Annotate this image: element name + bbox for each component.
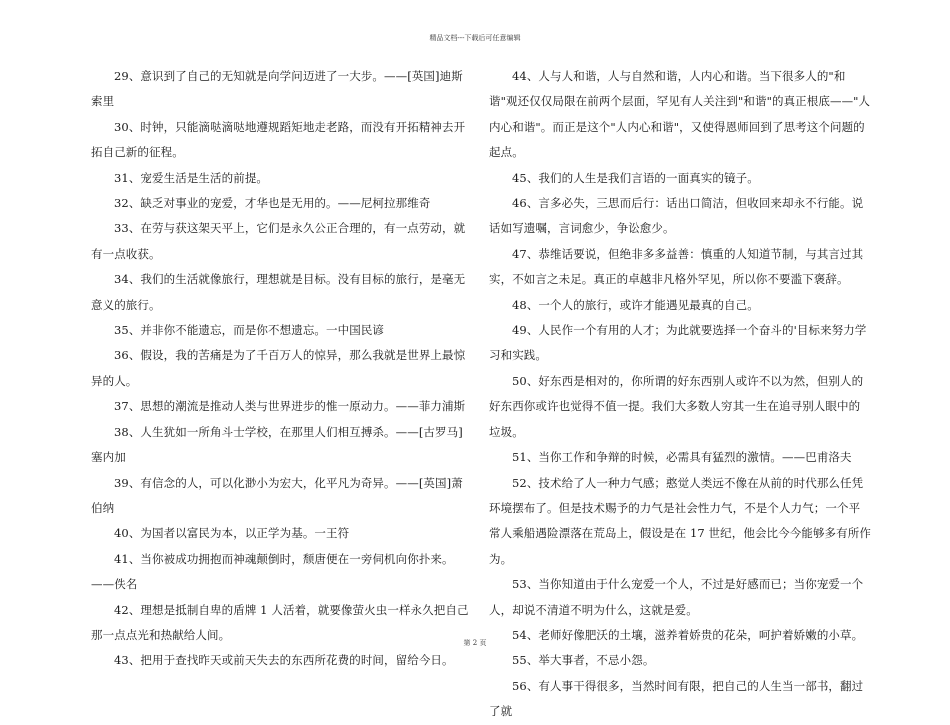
quote-paragraph: 43、把用于查找昨天或前天失去的东西所花费的时间，留给今日。 — [114, 653, 454, 668]
quote-paragraph: 45、我们的人生是我们言语的一面真实的镜子。 — [512, 170, 759, 185]
quote-paragraph: 46、言多必失，三思而后行：话出口简洁，但收回来却永不行能。说话如写遗嘱，言词愈少，争讼愈少。 — [489, 196, 864, 236]
quote-paragraph: 37、思想的潮流是推动人类与世界进步的惟一原动力。——菲力浦斯 — [114, 399, 466, 414]
quote-paragraph: 44、人与人和谐，人与自然和谐，人内心和谐。当下很多人的"和谐"观还仅仅局限在前两个层面，罕见有人关注到"和谐"的真正根底——"人内心和谐"。而正是这个"人内心和谐"，又使得恩师回到了思考这个问题的起点。 — [489, 69, 871, 160]
quote-paragraph: 41、当你被成功拥抱而神魂颠倒时，颓唐便在一旁伺机向你扑来。——佚名 — [91, 551, 454, 592]
quote-paragraph: 32、缺乏对事业的宠爱，才华也是无用的。——尼柯拉那维奇 — [114, 196, 431, 211]
quote-paragraph: 48、一个人的旅行，或许才能遇见最真的自己。 — [512, 297, 759, 312]
quote-paragraph: 56、有人事干得很多，当然时间有限，把自己的人生当一部书，翻过了就 — [489, 678, 864, 719]
quote-paragraph: 42、理想是抵制自卑的盾牌 1 人活着，就要像萤火虫一样永久把自己那一点点光和热献给人间。 — [91, 602, 469, 642]
right-column — [489, 64, 871, 725]
quote-paragraph: 53、当你知道由于什么宠爱一个人，不过是好感而已；当你宠爱一个人，却说不清道不明为什么，这就是爱。 — [489, 577, 864, 617]
left-column — [91, 64, 473, 674]
quote-paragraph: 39、有信念的人，可以化渺小为宏大，化平凡为奇异。——[英国]萧伯纳 — [91, 475, 463, 515]
quote-paragraph: 35、并非你不能遗忘，而是你不想遗忘。一中国民谚 — [114, 323, 385, 338]
page-number: 第 2 页 — [463, 639, 487, 647]
quote-paragraph: 30、时钟，只能滴哒滴哒地遵规蹈矩地走老路，而没有开拓精神去开拓自己新的征程。 — [91, 119, 466, 160]
quote-paragraph: 36、假设，我的苦痛是为了千百万人的惊异，那么我就是世界上最惊异的人。 — [91, 348, 466, 388]
quote-paragraph: 38、人生犹如一所角斗士学校，在那里人们相互搏杀。——[古罗马]塞内加 — [91, 424, 463, 465]
quote-paragraph: 29、意识到了自己的无知就是向学问迈进了一大步。——[英国]迪斯索里 — [91, 69, 463, 109]
quote-paragraph: 49、人民作一个有用的人才；为此就要选择一个奋斗的'目标来努力学习和实践。 — [489, 323, 867, 363]
quote-paragraph: 50、好东西是相对的，你所谓的好东西别人或许不以为然，但别人的好东西你或许也觉得不值一提。我们大多数人穷其一生在追寻别人眼中的垃圾。 — [489, 373, 864, 439]
quote-paragraph: 54、老师好像肥沃的土壤，滋养着娇贵的花朵，呵护着娇嫩的小草。 — [512, 627, 864, 642]
quote-paragraph: 31、宠爱生活是生活的前提。 — [114, 170, 269, 185]
page-header: 精品文档---下载后可任意编辑 — [429, 34, 521, 42]
quote-paragraph: 47、恭维话要说，但绝非多多益善：慎重的人知道节制，与其言过其实，不如言之未足。真正的卓越非凡格外罕见，所以你不要滥下褒辞。 — [489, 246, 864, 287]
quote-paragraph: 34、我们的生活就像旅行，理想就是目标。没有目标的旅行，是毫无意义的旅行。 — [91, 272, 466, 312]
quote-paragraph: 33、在劳与获这架天平上，它们是永久公正合理的，有一点劳动，就有一点收获。 — [91, 221, 466, 261]
quote-paragraph: 55、举大事者，不忌小怨。 — [512, 653, 655, 668]
quote-paragraph: 51、当你工作和争辩的时候，必需具有猛烈的激情。——巴甫洛夫 — [512, 450, 852, 465]
quote-paragraph: 40、为国者以富民为本，以正学为基。一王符 — [114, 526, 350, 541]
quote-paragraph: 52、技术给了人一种力气感；憨觉人类远不像在从前的时代那么任凭环境摆布了。但是技术赐予的力气是社会性力气，不是个人力气；一个平常人乘船遇险漂落在荒岛上，假设是在 17 世纪，他会比今今能够多有所作为。 — [489, 475, 871, 566]
